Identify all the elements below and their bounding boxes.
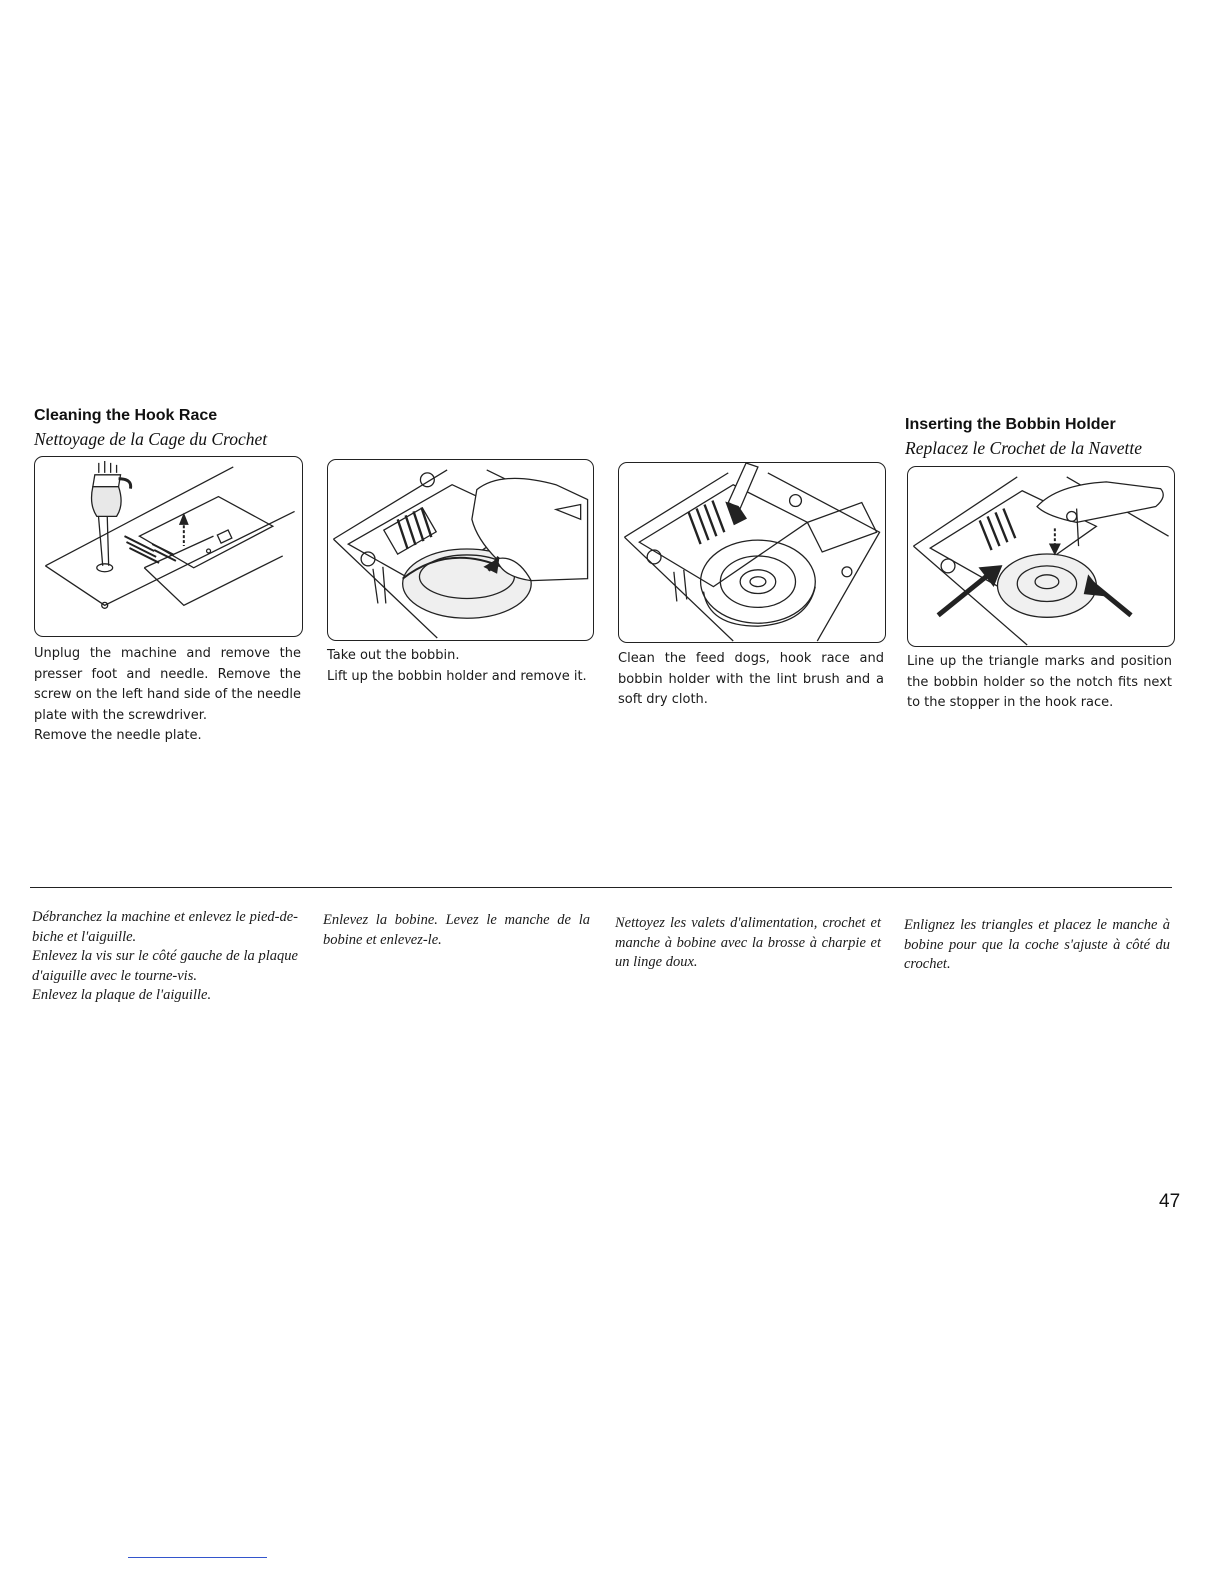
- step-2-paragraph: Take out the bobbin.: [327, 648, 460, 663]
- step-1-paragraph: Unplug the machine and remove the presser foot and needle. Remove the screw on the left hand side of the needle plate with the screwdriver.: [34, 646, 301, 723]
- step-3-text-en: [618, 649, 884, 711]
- step-3-paragraph: Clean the feed dogs, hook race and bobbin holder with the lint brush and a soft dry cloth.: [618, 651, 884, 707]
- step-4-paragraph: Line up the triangle marks and position the bobbin holder so the notch fits next to the stopper in the hook race.: [907, 654, 1172, 710]
- section-subtitle-inserting-fr: Replacez le Crochet de la Navette: [905, 438, 1142, 458]
- step-1-text-fr: [32, 908, 298, 1006]
- step-1-paragraph-fr: Enlevez la plaque de l'aiguille.: [32, 987, 212, 1003]
- step-2-text-fr: [323, 911, 590, 950]
- step-2-paragraph: Lift up the bobbin holder and remove it.: [327, 668, 587, 684]
- bobbin-holder-drawing: [328, 460, 593, 640]
- step-2-text-en: [327, 646, 594, 687]
- bobbin-insert-drawing: [908, 467, 1174, 646]
- needle-plate-drawing: [35, 457, 302, 636]
- lint-brush-drawing: [619, 463, 885, 642]
- page-number: 47: [1159, 1191, 1181, 1212]
- step-4-paragraph-fr: Enlignez les triangles et placez le manche à bobine pour que la coche s'ajuste à côté du crochet.: [904, 917, 1170, 972]
- step-3-text-fr: [615, 914, 881, 973]
- step-4-text-en: [907, 652, 1172, 714]
- step-1-text-en: [34, 644, 301, 747]
- section-title-cleaning: Cleaning the Hook Race: [34, 407, 218, 424]
- step-1-paragraph-fr: Enlevez la vis sur le côté gauche de la plaque d'aiguille avec le tourne-vis.: [32, 948, 298, 984]
- footer-link-underline: [128, 1557, 267, 1558]
- step-4-text-fr: [904, 916, 1170, 975]
- language-divider: [30, 887, 1172, 888]
- illustration-remove-needle-plate: [34, 456, 303, 637]
- step-1-paragraph-fr: Débranchez la machine et enlevez le pied-de-biche et l'aiguille.: [32, 909, 298, 945]
- section-title-inserting: Inserting the Bobbin Holder: [905, 416, 1116, 433]
- step-3-paragraph-fr: Nettoyez les valets d'alimentation, crochet et manche à bobine avec la brosse à charpie et un linge doux.: [615, 915, 881, 970]
- illustration-insert-bobbin-holder: [907, 466, 1175, 647]
- step-1-paragraph: Remove the needle plate.: [34, 728, 202, 743]
- illustration-remove-bobbin-holder: [327, 459, 594, 641]
- section-subtitle-cleaning-fr: Nettoyage de la Cage du Crochet: [34, 429, 268, 449]
- step-2-paragraph-fr: Enlevez la bobine. Levez le manche de la bobine et enlevez-le.: [323, 912, 590, 948]
- illustration-clean-hook-race: [618, 462, 886, 643]
